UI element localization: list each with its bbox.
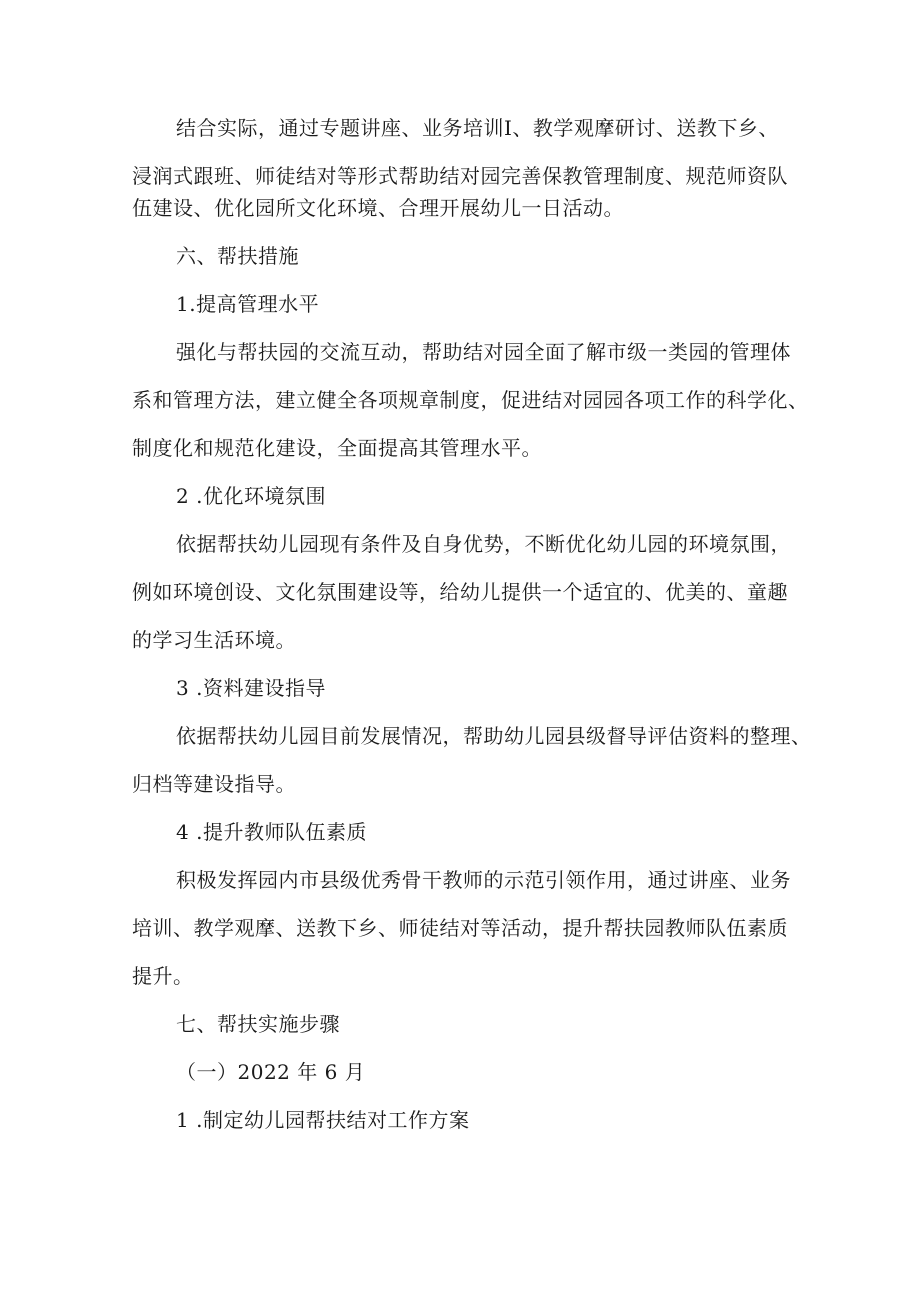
paragraph-line: 例如环境创设、文化氛围建设等，给幼儿提供一个适宜的、优美的、童趣 bbox=[132, 580, 788, 604]
section-heading: 七、帮扶实施步骤 bbox=[176, 1012, 340, 1036]
subsection-heading: 2 .优化环境氛围 bbox=[176, 484, 326, 508]
paragraph-line: 归档等建设指导。 bbox=[132, 772, 296, 796]
paragraph-line: 结合实际，通过专题讲座、业务培训Ⅰ、教学观摩研讨、送教下乡、 bbox=[176, 116, 779, 140]
paragraph-line: 系和管理方法，建立健全各项规章制度，促进结对园园各项工作的科学化、 bbox=[132, 388, 809, 412]
paragraph-line: 提升。 bbox=[132, 964, 194, 988]
paragraph-line: 制度化和规范化建设，全面提高其管理水平。 bbox=[132, 436, 542, 460]
paragraph-line: 伍建设、优化园所文化环境、合理开展幼儿一日活动。 bbox=[132, 196, 624, 220]
date-heading: （一）2022 年 6 月 bbox=[176, 1060, 366, 1084]
subsection-heading: 4 .提升教师队伍素质 bbox=[176, 820, 367, 844]
subsection-heading: 1.提高管理水平 bbox=[176, 292, 320, 316]
paragraph-line: 依据帮扶幼儿园现有条件及自身优势，不断优化幼儿园的环境氛围， bbox=[176, 532, 791, 556]
section-heading: 六、帮扶措施 bbox=[176, 244, 299, 268]
paragraph-line: 浸润式跟班、师徒结对等形式帮助结对园完善保教管理制度、规范师资队 bbox=[132, 164, 788, 188]
subsection-heading: 3 .资料建设指导 bbox=[176, 676, 326, 700]
subsection-heading: 1 .制定幼儿园帮扶结对工作方案 bbox=[176, 1108, 470, 1132]
paragraph-line: 的学习生活环境。 bbox=[132, 628, 296, 652]
paragraph-line: 依据帮扶幼儿园目前发展情况，帮助幼儿园县级督导评估资料的整理、 bbox=[176, 724, 812, 748]
paragraph-line: 强化与帮扶园的交流互动，帮助结对园全面了解市级一类园的管理体 bbox=[176, 340, 791, 364]
paragraph-line: 积极发挥园内市县级优秀骨干教师的示范引领作用，通过讲座、业务 bbox=[176, 868, 791, 892]
paragraph-line: 培训、教学观摩、送教下乡、师徒结对等活动，提升帮扶园教师队伍素质 bbox=[132, 916, 788, 940]
